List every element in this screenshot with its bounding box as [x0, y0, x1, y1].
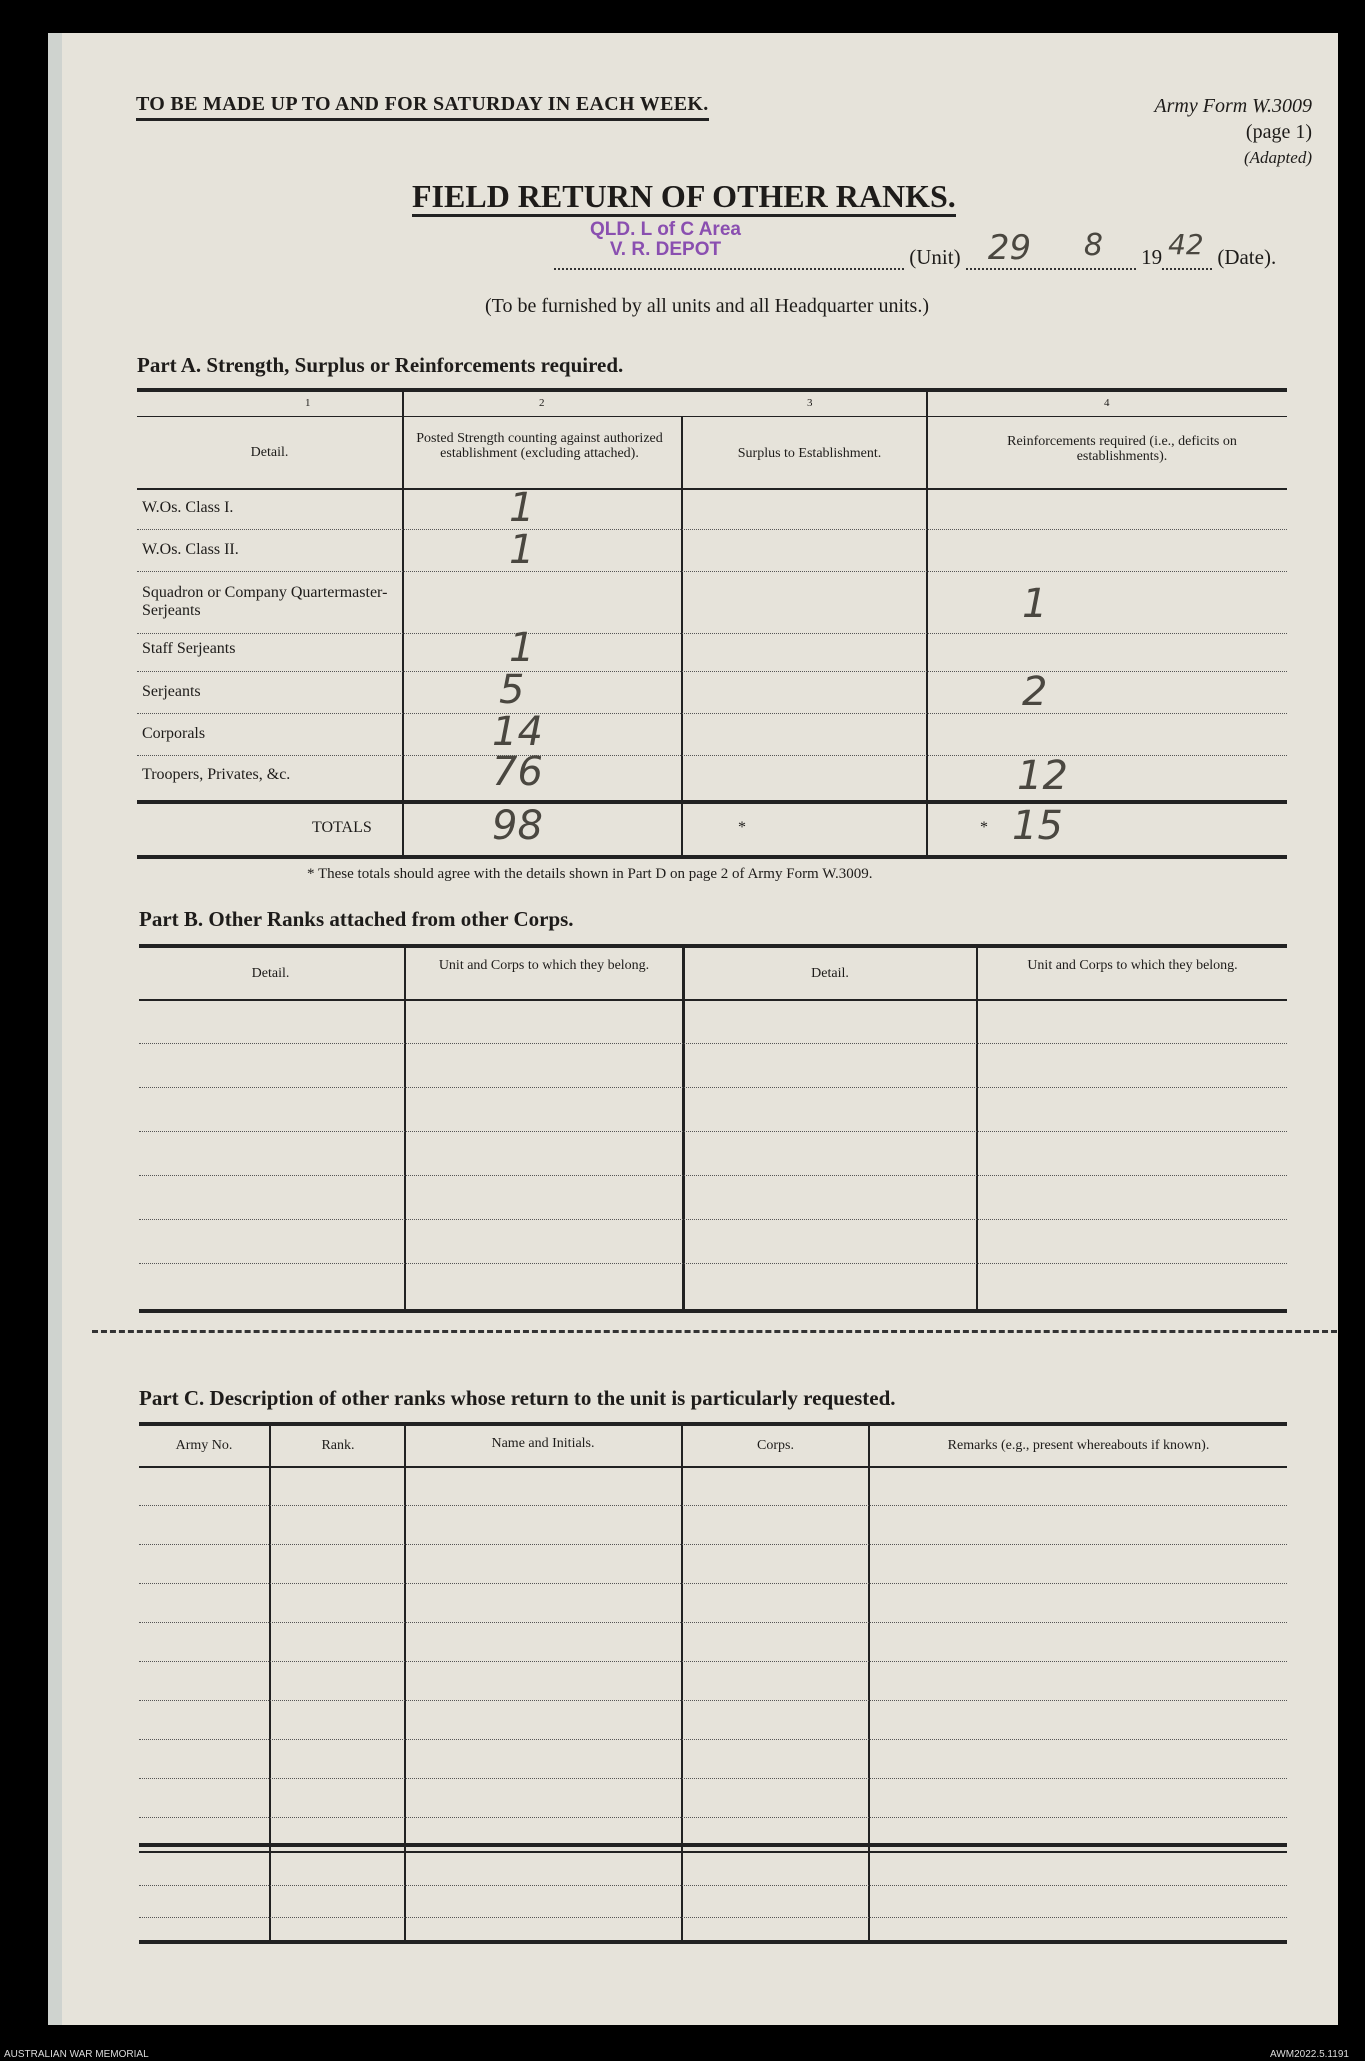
part-b-divider-1 [404, 946, 406, 1311]
part-a-bottom-rule [137, 855, 1287, 859]
part-a-footnote: * These totals should agree with the details shown in Part D on page 2 of Army Form W.3009. [307, 866, 873, 882]
part-b-bottom-rule [139, 1309, 1287, 1313]
part-a-header-posted: Posted Strength counting against authorized establishment (excluding attached). [416, 431, 663, 461]
part-a-header-surplus: Surplus to Establishment. [737, 446, 882, 461]
unit-label: (Unit) [909, 245, 961, 269]
part-c-top-rule [139, 1422, 1287, 1426]
archive-credit: AUSTRALIAN WAR MEMORIAL [4, 2049, 149, 2060]
part-a-posted-wo2: 1 [509, 527, 535, 573]
part-b-row-rule [139, 1087, 1287, 1088]
part-b-header-unit-2: Unit and Corps to which they belong. [1027, 958, 1238, 973]
part-c-bottom-rule [139, 1940, 1287, 1944]
part-b-divider-3 [976, 946, 978, 1311]
part-c-row-rule [139, 1817, 1287, 1818]
year-prefix: 19 [1141, 245, 1163, 269]
part-a-detail-wo1: W.Os. Class I. [142, 499, 234, 516]
part-a-reinf-troopers: 12 [1017, 753, 1068, 799]
part-a-posted-troopers: 76 [492, 749, 543, 795]
col-number-rule [137, 416, 1287, 417]
part-b-top-rule [139, 944, 1287, 948]
part-a-header-rule [137, 488, 1287, 490]
part-c-divider-1 [269, 1424, 271, 1941]
form-identifier [1082, 93, 1312, 171]
part-c-header-corps: Corps. [757, 1438, 794, 1453]
date-label: (Date). [1217, 245, 1277, 269]
part-b-row-rule [139, 1263, 1287, 1264]
part-b-header-detail-2: Detail. [811, 966, 849, 981]
subtitle: (To be furnished by all units and all Headquarter units.) [484, 295, 930, 317]
date-field [966, 228, 1136, 270]
form-adapted: (Adapted) [1244, 148, 1312, 167]
col-number-2: 2 [539, 397, 545, 409]
part-c-header-army-no: Army No. [175, 1438, 233, 1453]
part-a-reinf-cqms: 1 [1022, 581, 1048, 627]
part-a-divider-2 [681, 416, 683, 857]
part-a-detail-wo2: W.Os. Class II. [142, 541, 239, 558]
part-c-row-rule [139, 1505, 1287, 1506]
date-day: 29 [987, 228, 1032, 268]
part-a-title: Part A. Strength, Surplus or Reinforcements required. [137, 353, 624, 377]
part-a-divider-1 [402, 390, 404, 857]
stamp-line-1: QLD. L of C Area [590, 219, 741, 240]
part-a-row-rule [137, 755, 1287, 756]
part-a-posted-serjeants: 5 [499, 667, 525, 713]
unit-field [554, 268, 904, 270]
part-b-title: Part B. Other Ranks attached from other Corps. [139, 907, 574, 931]
col-number-3: 3 [807, 397, 813, 409]
part-b-row-rule [139, 1175, 1287, 1176]
part-c-header-remarks: Remarks (e.g., present whereabouts if known). [947, 1438, 1210, 1453]
part-a-detail-troopers: Troopers, Privates, &c. [142, 766, 291, 783]
form-page-number: (page 1) [1245, 121, 1312, 143]
part-c-row-rule [139, 1544, 1287, 1545]
part-a-posted-staff-serjeants: 1 [509, 625, 535, 671]
part-c-row-rule [139, 1739, 1287, 1740]
part-b-header-rule [139, 999, 1287, 1001]
part-a-detail-staff-serjeants: Staff Serjeants [142, 640, 236, 657]
part-b-header-detail-1: Detail. [251, 966, 290, 981]
part-a-header-detail: Detail. [250, 445, 289, 460]
part-a-row-rule [137, 571, 1287, 572]
part-a-header-reinforcements: Reinforcements required (i.e., deficits on establishments). [1007, 434, 1237, 464]
part-c-row-rule [139, 1885, 1287, 1886]
part-c-double-rule [139, 1843, 1287, 1847]
date-year: 42 [1168, 228, 1204, 261]
part-c-header-name: Name and Initials. [491, 1436, 595, 1451]
part-c-header-rule [139, 1466, 1287, 1468]
part-a-row-rule [137, 633, 1287, 634]
part-c-divider-3 [681, 1424, 683, 1941]
page-title: FIELD RETURN OF OTHER RANKS. [412, 178, 956, 217]
part-c-divider-4 [868, 1424, 870, 1941]
part-a-row-rule [137, 529, 1287, 530]
part-a-posted-corporals: 14 [492, 709, 543, 755]
part-b-divider-2 [682, 946, 685, 1311]
part-a-reinf-serjeants: 2 [1022, 669, 1048, 715]
part-a-posted-wo1: 1 [509, 485, 535, 531]
form-page [48, 33, 1338, 2025]
part-a-total-posted: 98 [492, 803, 543, 849]
part-b-row-rule [139, 1219, 1287, 1220]
stamp-line-2: V. R. DEPOT [609, 239, 722, 260]
part-a-total-surplus-mark: * [738, 819, 746, 836]
part-a-totals-label: TOTALS [312, 819, 372, 836]
part-c-divider-2 [404, 1424, 406, 1941]
col-number-4: 4 [1104, 397, 1110, 409]
part-c-title: Part C. Description of other ranks whose return to the unit is particularly requested. [139, 1386, 896, 1410]
part-c-row-rule [139, 1583, 1287, 1584]
part-a-detail-serjeants: Serjeants [142, 683, 201, 700]
year-field [1162, 228, 1212, 270]
part-a-row-rule [137, 671, 1287, 672]
weekly-instruction: TO BE MADE UP TO AND FOR SATURDAY IN EACH WEEK. [136, 93, 709, 121]
part-c-row-rule [139, 1778, 1287, 1779]
form-number: Army Form W.3009 [1154, 95, 1312, 117]
part-a-detail-cqms: Squadron or Company Quartermaster-Serjeants [142, 584, 388, 619]
part-b-row-rule [139, 1131, 1287, 1132]
archive-id: AWM2022.5.1191 [1270, 2049, 1349, 2060]
part-b-row-rule [139, 1043, 1287, 1044]
part-a-top-rule [137, 388, 1287, 392]
cut-line [92, 1330, 1337, 1333]
part-c-row-rule [139, 1661, 1287, 1662]
part-c-row-rule [139, 1917, 1287, 1918]
part-a-total-reinf: 15 [1012, 803, 1063, 849]
part-a-divider-3 [926, 390, 928, 857]
part-c-header-rank: Rank. [321, 1438, 355, 1453]
date-month: 8 [1083, 228, 1103, 263]
part-c-row-rule [139, 1622, 1287, 1623]
part-c-double-rule-2 [139, 1851, 1287, 1853]
part-a-total-reinf-mark: * [980, 819, 988, 836]
col-number-1: 1 [305, 397, 311, 409]
part-a-detail-corporals: Corporals [142, 725, 206, 742]
part-c-row-rule [139, 1700, 1287, 1701]
part-b-header-unit-1: Unit and Corps to which they belong. [438, 958, 650, 973]
part-a-totals-rule [137, 800, 1287, 804]
part-a-row-rule [137, 713, 1287, 714]
